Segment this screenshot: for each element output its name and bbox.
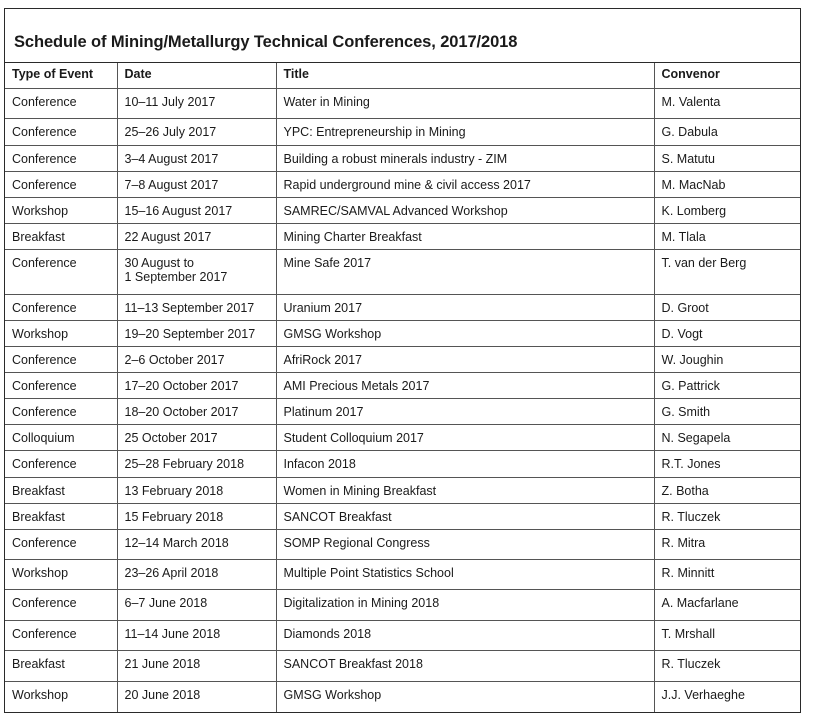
cell-title-text: Student Colloquium 2017 — [283, 430, 424, 445]
cell-title — [276, 346, 654, 372]
cell-title — [276, 559, 654, 589]
cell-title — [276, 650, 654, 681]
cell-date — [117, 249, 276, 294]
cell-convenor-text: G. Smith — [661, 404, 711, 419]
cell-date-text: 15 February 2018 — [124, 509, 224, 524]
cell-convenor-text: J.J. Verhaeghe — [661, 687, 745, 702]
table-row — [5, 249, 800, 294]
table-row — [5, 118, 800, 145]
cell-convenor — [654, 171, 800, 197]
cell-date-text: 25–28 February 2018 — [124, 456, 245, 471]
cell-type — [5, 559, 117, 589]
cell-convenor-text: M. Valenta — [661, 94, 721, 109]
cell-type-text: Breakfast — [12, 509, 65, 524]
cell-title-text: Uranium 2017 — [283, 300, 363, 315]
column-header-title: Title — [276, 63, 654, 88]
cell-title — [276, 294, 654, 320]
cell-type-text: Workshop — [12, 565, 69, 580]
table-row — [5, 346, 800, 372]
table-row — [5, 320, 800, 346]
cell-convenor-text: M. MacNab — [661, 177, 726, 192]
header-row — [5, 63, 800, 88]
cell-date — [117, 620, 276, 650]
cell-convenor — [654, 398, 800, 424]
table-row — [5, 450, 800, 477]
cell-convenor — [654, 503, 800, 529]
cell-convenor — [654, 589, 800, 620]
cell-convenor — [654, 223, 800, 249]
cell-title — [276, 223, 654, 249]
cell-date-text: 2–6 October 2017 — [124, 352, 225, 367]
table-row — [5, 424, 800, 450]
cell-title-text: GMSG Workshop — [283, 326, 382, 341]
cell-convenor-text: R. Tluczek — [661, 656, 721, 671]
table-row — [5, 294, 800, 320]
cell-type — [5, 88, 117, 118]
cell-type-text: Conference — [12, 255, 77, 270]
table-row — [5, 398, 800, 424]
cell-convenor-text: N. Segapela — [661, 430, 731, 445]
cell-type-text: Conference — [12, 352, 77, 367]
cell-type-text: Workshop — [12, 687, 69, 702]
cell-title-text: Multiple Point Statistics School — [283, 565, 454, 580]
cell-title-text: SOMP Regional Congress — [283, 535, 430, 550]
cell-date-text: 11–13 September 2017 — [124, 300, 255, 315]
cell-convenor — [654, 681, 800, 712]
cell-date-line2: 1 September 2017 — [124, 269, 228, 284]
column-header-date: Date — [117, 63, 276, 88]
cell-date — [117, 118, 276, 145]
cell-date-text: 13 February 2018 — [124, 483, 224, 498]
cell-title-text: Rapid underground mine & civil access 2017 — [283, 177, 531, 192]
cell-title — [276, 589, 654, 620]
table-row — [5, 372, 800, 398]
schedule-table-frame — [4, 8, 801, 713]
cell-type — [5, 346, 117, 372]
cell-type — [5, 620, 117, 650]
cell-title-text: Mining Charter Breakfast — [283, 229, 422, 244]
cell-convenor — [654, 320, 800, 346]
cell-date-text: 7–8 August 2017 — [124, 177, 219, 192]
cell-convenor-text: R. Minnitt — [661, 565, 715, 580]
cell-convenor — [654, 346, 800, 372]
cell-type — [5, 372, 117, 398]
cell-date — [117, 503, 276, 529]
cell-date-text: 12–14 March 2018 — [124, 535, 229, 550]
cell-date — [117, 398, 276, 424]
cell-convenor — [654, 620, 800, 650]
cell-title — [276, 529, 654, 559]
cell-date-text: 30 August to — [124, 255, 195, 270]
cell-convenor — [654, 529, 800, 559]
table-row — [5, 197, 800, 223]
cell-title — [276, 118, 654, 145]
cell-title-text: Building a robust minerals industry - ZIM — [283, 151, 508, 166]
cell-date-text: 25–26 July 2017 — [124, 124, 217, 139]
cell-date — [117, 145, 276, 171]
cell-type-text: Conference — [12, 404, 77, 419]
table-row — [5, 620, 800, 650]
cell-type-text: Conference — [12, 124, 77, 139]
cell-date — [117, 477, 276, 503]
cell-type — [5, 197, 117, 223]
table-row — [5, 503, 800, 529]
cell-title-text: AMI Precious Metals 2017 — [283, 378, 430, 393]
cell-title — [276, 503, 654, 529]
cell-convenor-text: G. Pattrick — [661, 378, 720, 393]
cell-type-text: Conference — [12, 300, 77, 315]
table-row — [5, 171, 800, 197]
cell-title — [276, 424, 654, 450]
cell-type-text: Colloquium — [12, 430, 75, 445]
cell-type-text: Breakfast — [12, 483, 65, 498]
cell-convenor-text: D. Groot — [661, 300, 709, 315]
cell-convenor-text: T. Mrshall — [661, 626, 715, 641]
cell-date — [117, 223, 276, 249]
cell-convenor — [654, 424, 800, 450]
cell-type — [5, 450, 117, 477]
cell-type — [5, 477, 117, 503]
cell-type-text: Workshop — [12, 203, 69, 218]
cell-date-text: 20 June 2018 — [124, 687, 201, 702]
cell-date-text: 3–4 August 2017 — [124, 151, 219, 166]
table-row — [5, 681, 800, 712]
cell-convenor-text: R. Tluczek — [661, 509, 721, 524]
cell-convenor-text: Z. Botha — [661, 483, 709, 498]
cell-type — [5, 249, 117, 294]
schedule-table — [5, 63, 800, 712]
cell-convenor — [654, 477, 800, 503]
cell-convenor-text: K. Lomberg — [661, 203, 727, 218]
cell-date — [117, 424, 276, 450]
cell-title-text: Digitalization in Mining 2018 — [283, 595, 440, 610]
cell-convenor-text: A. Macfarlane — [661, 595, 739, 610]
cell-date-text: 25 October 2017 — [124, 430, 218, 445]
cell-type — [5, 118, 117, 145]
table-row — [5, 223, 800, 249]
cell-type — [5, 503, 117, 529]
table-row — [5, 650, 800, 681]
cell-title — [276, 477, 654, 503]
cell-title — [276, 249, 654, 294]
cell-title-text: SANCOT Breakfast 2018 — [283, 656, 423, 671]
cell-convenor — [654, 197, 800, 223]
cell-convenor — [654, 650, 800, 681]
column-header-type: Type of Event — [5, 63, 117, 88]
cell-date — [117, 589, 276, 620]
cell-convenor-text: G. Dabula — [661, 124, 718, 139]
table-row — [5, 88, 800, 118]
cell-type — [5, 589, 117, 620]
table-row — [5, 529, 800, 559]
table-row — [5, 145, 800, 171]
cell-convenor — [654, 118, 800, 145]
cell-date — [117, 372, 276, 398]
table-body — [5, 88, 800, 712]
cell-type — [5, 424, 117, 450]
cell-title-text: Infacon 2018 — [283, 456, 356, 471]
cell-type — [5, 529, 117, 559]
cell-convenor-text: T. van der Berg — [661, 255, 747, 270]
cell-date — [117, 294, 276, 320]
cell-date — [117, 559, 276, 589]
cell-title — [276, 450, 654, 477]
cell-title-text: SANCOT Breakfast — [283, 509, 392, 524]
cell-type — [5, 171, 117, 197]
cell-type — [5, 294, 117, 320]
cell-type-text: Breakfast — [12, 229, 65, 244]
cell-title — [276, 320, 654, 346]
cell-type-text: Conference — [12, 595, 77, 610]
cell-convenor — [654, 145, 800, 171]
cell-title — [276, 197, 654, 223]
cell-date-text: 19–20 September 2017 — [124, 326, 256, 341]
cell-title-text: YPC: Entrepreneurship in Mining — [283, 124, 466, 139]
cell-convenor-text: R. Mitra — [661, 535, 706, 550]
cell-date-text: 6–7 June 2018 — [124, 595, 208, 610]
cell-date — [117, 650, 276, 681]
cell-title — [276, 372, 654, 398]
column-header-convenor: Convenor — [654, 63, 800, 88]
cell-date-text: 21 June 2018 — [124, 656, 201, 671]
table-row — [5, 589, 800, 620]
cell-convenor — [654, 88, 800, 118]
cell-type — [5, 223, 117, 249]
cell-title-text: Mine Safe 2017 — [283, 255, 372, 270]
cell-date-text: 15–16 August 2017 — [124, 203, 233, 218]
cell-title-text: Diamonds 2018 — [283, 626, 372, 641]
cell-title — [276, 171, 654, 197]
cell-type — [5, 320, 117, 346]
cell-type — [5, 681, 117, 712]
cell-date-text: 22 August 2017 — [124, 229, 212, 244]
cell-convenor-text: M. Tlala — [661, 229, 706, 244]
cell-date — [117, 450, 276, 477]
cell-title-text: Women in Mining Breakfast — [283, 483, 437, 498]
cell-date-text: 11–14 June 2018 — [124, 626, 221, 641]
cell-date — [117, 171, 276, 197]
cell-date — [117, 320, 276, 346]
cell-type-text: Conference — [12, 177, 77, 192]
table-title: Schedule of Mining/Metallurgy Technical Conferences, 2017/2018 — [5, 9, 800, 63]
cell-date-text: 23–26 April 2018 — [124, 565, 219, 580]
cell-date-text: 18–20 October 2017 — [124, 404, 239, 419]
cell-type-text: Conference — [12, 94, 77, 109]
cell-title-text: AfriRock 2017 — [283, 352, 363, 367]
cell-date-text: 17–20 October 2017 — [124, 378, 239, 393]
cell-title — [276, 398, 654, 424]
cell-date — [117, 346, 276, 372]
cell-type-text: Workshop — [12, 326, 69, 341]
cell-type-text: Conference — [12, 535, 77, 550]
cell-convenor — [654, 294, 800, 320]
cell-convenor-text: D. Vogt — [661, 326, 703, 341]
cell-title-text: SAMREC/SAMVAL Advanced Workshop — [283, 203, 508, 218]
cell-title-text: GMSG Workshop — [283, 687, 382, 702]
cell-convenor — [654, 372, 800, 398]
table-row — [5, 559, 800, 589]
cell-date — [117, 529, 276, 559]
cell-title — [276, 620, 654, 650]
cell-type — [5, 398, 117, 424]
cell-title — [276, 681, 654, 712]
cell-type — [5, 145, 117, 171]
table-row — [5, 477, 800, 503]
cell-convenor — [654, 559, 800, 589]
cell-convenor-text: S. Matutu — [661, 151, 715, 166]
cell-convenor-text: R.T. Jones — [661, 456, 721, 471]
cell-date — [117, 681, 276, 712]
cell-date — [117, 197, 276, 223]
cell-type-text: Conference — [12, 151, 77, 166]
cell-type — [5, 650, 117, 681]
cell-title-text: Platinum 2017 — [283, 404, 364, 419]
cell-title — [276, 88, 654, 118]
cell-title-text: Water in Mining — [283, 94, 370, 109]
cell-type-text: Conference — [12, 378, 77, 393]
cell-convenor-text: W. Joughin — [661, 352, 724, 367]
cell-title — [276, 145, 654, 171]
cell-type-text: Breakfast — [12, 656, 65, 671]
cell-type-text: Conference — [12, 456, 77, 471]
cell-date-text: 10–11 July 2017 — [124, 94, 216, 109]
cell-type-text: Conference — [12, 626, 77, 641]
cell-convenor — [654, 450, 800, 477]
cell-date — [117, 88, 276, 118]
cell-convenor — [654, 249, 800, 294]
